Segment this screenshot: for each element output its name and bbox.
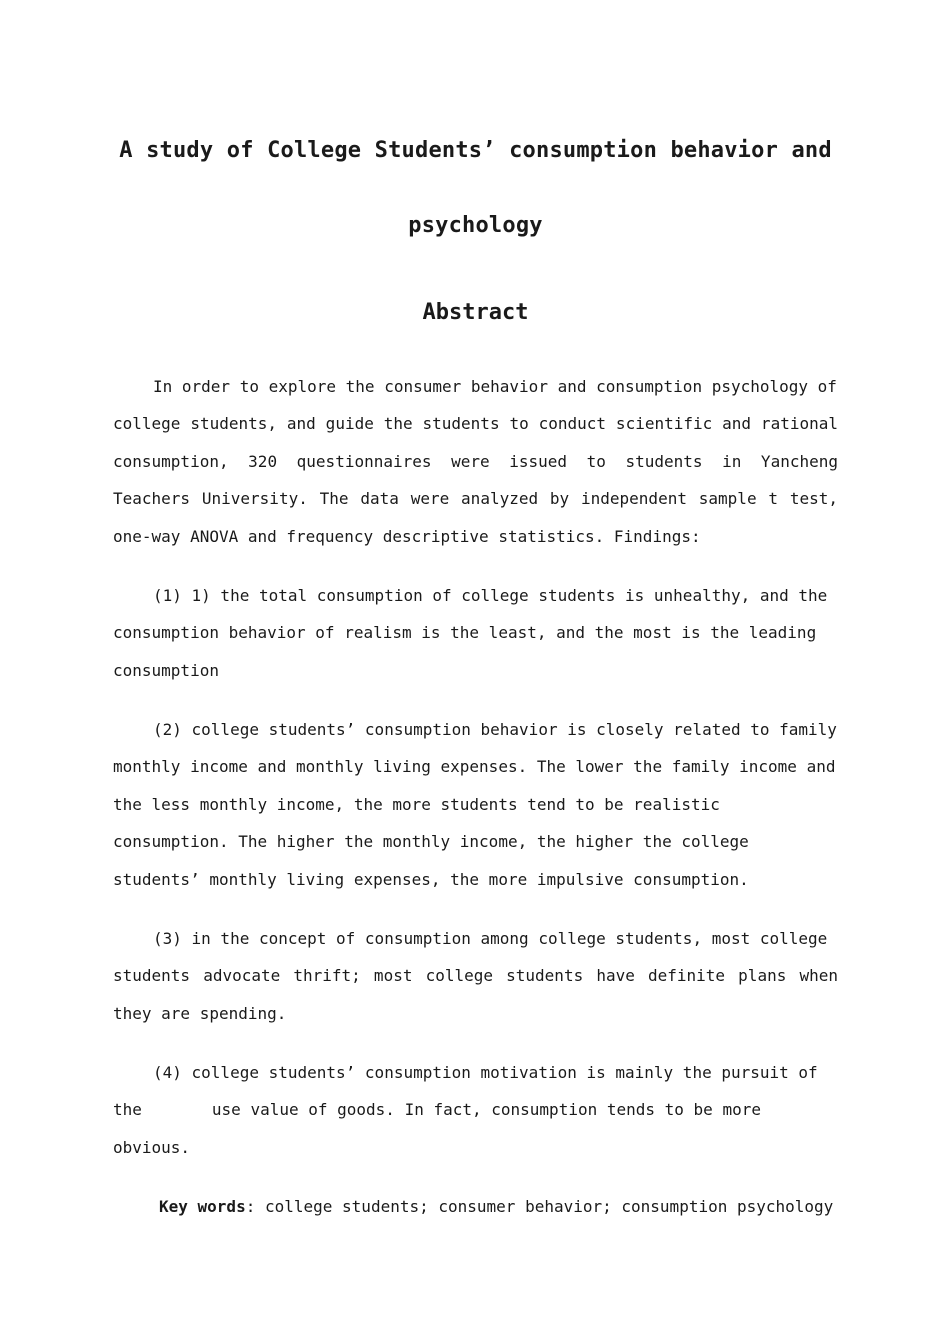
text-line: obvious. bbox=[113, 1137, 191, 1157]
text-line: (3) in the concept of consumption among college students, most college bbox=[153, 929, 828, 948]
text-line: In order to explore the consumer behavior and consumption psychology of bbox=[153, 377, 837, 396]
text-line: (4) college students’ consumption motivation is mainly the pursuit of bbox=[153, 1063, 818, 1082]
keywords-label: Key words bbox=[159, 1197, 246, 1216]
text-line: consumption bbox=[113, 660, 219, 680]
keywords-line bbox=[113, 1188, 838, 1225]
paper-title-line-1: A study of College Students’ consumption behavior and bbox=[119, 138, 832, 163]
keywords-text: college students; consumer behavior; consumption psychology bbox=[255, 1197, 834, 1216]
text-line bbox=[113, 1091, 838, 1128]
finding-4-paragraph bbox=[113, 1054, 838, 1166]
text-line: students’ monthly living expenses, the more impulsive consumption. bbox=[113, 869, 749, 889]
abstract-heading: Abstract bbox=[422, 300, 529, 325]
text-line: Teachers University. The data were analyzed by independent sample t test, bbox=[113, 489, 838, 509]
text-line bbox=[113, 1188, 838, 1225]
text-line: consumption, 320 questionnaires were issued to students in Yancheng bbox=[113, 451, 838, 471]
text-line: the less monthly income, the more students tend to be realistic bbox=[113, 794, 720, 814]
text-line: consumption behavior of realism is the least, and the most is the leading bbox=[113, 623, 817, 643]
text-line: monthly income and monthly living expenses. The lower the family income and bbox=[113, 757, 836, 777]
text-line: they are spending. bbox=[113, 1003, 287, 1023]
text-fragment: use value of goods. In fact, consumption tends to be more bbox=[211, 1100, 761, 1120]
text-line: (2) college students’ consumption behavior is closely related to family bbox=[153, 720, 837, 739]
finding-1-paragraph bbox=[113, 577, 838, 689]
finding-3-paragraph bbox=[113, 920, 838, 1032]
text-line: (1) 1) the total consumption of college students is unhealthy, and the bbox=[153, 586, 828, 605]
abstract-intro-paragraph bbox=[113, 368, 838, 555]
text-line: college students, and guide the students to conduct scientific and rational bbox=[113, 414, 838, 434]
paper-title-line-2: psychology bbox=[408, 213, 543, 238]
text-line: one-way ANOVA and frequency descriptive statistics. Findings: bbox=[113, 526, 701, 546]
keywords-separator: : bbox=[245, 1197, 256, 1216]
text-fragment: the bbox=[113, 1100, 142, 1120]
text-line: students advocate thrift; most college students have definite plans when bbox=[113, 966, 838, 986]
text-line: consumption. The higher the monthly income, the higher the college bbox=[113, 832, 749, 852]
finding-2-paragraph bbox=[113, 711, 838, 898]
